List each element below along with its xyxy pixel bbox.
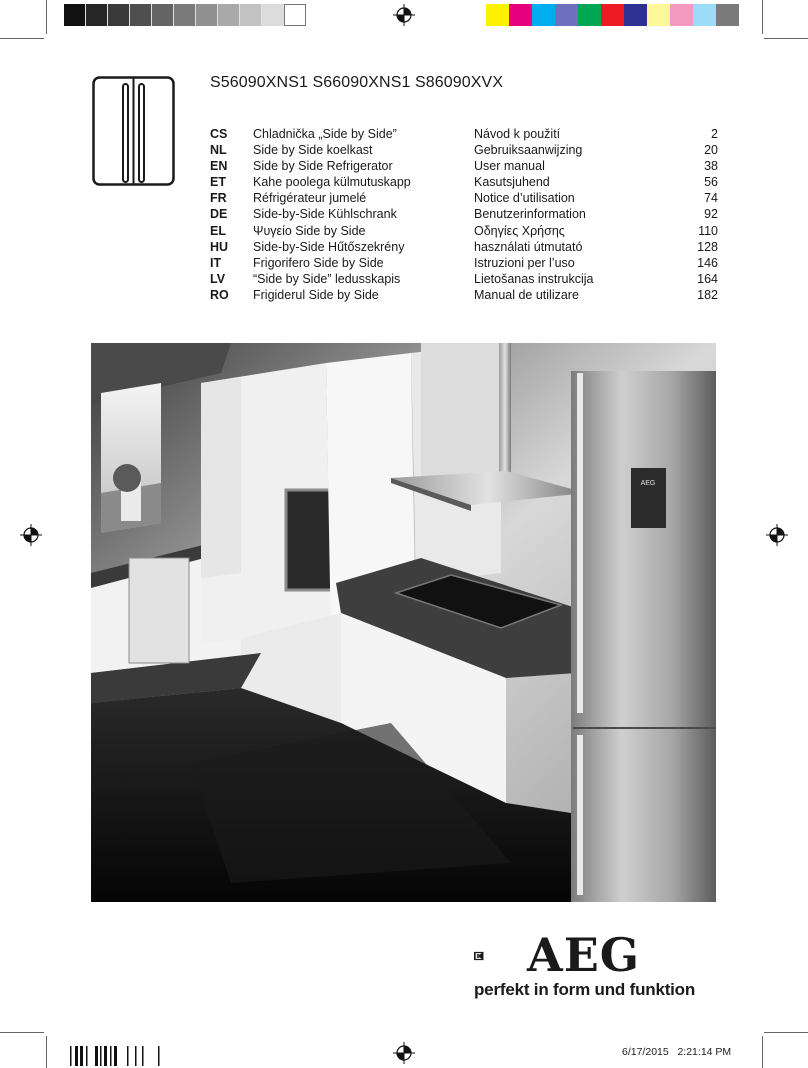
- language-row: [210, 206, 718, 222]
- language-code: EL: [210, 223, 226, 238]
- language-row: [210, 158, 718, 174]
- manual-title: Gebruiksaanwijzing: [474, 143, 583, 158]
- color-swatch: [555, 4, 578, 26]
- color-swatch: [670, 4, 693, 26]
- crop-mark: [0, 38, 44, 39]
- language-row: [210, 239, 718, 255]
- language-table: [210, 126, 718, 303]
- gray-swatch: [130, 4, 152, 26]
- page-number: 182: [697, 287, 718, 302]
- manual-title: Kasutsjuhend: [474, 175, 550, 190]
- color-swatch: [486, 4, 509, 26]
- page-number: 20: [704, 143, 718, 158]
- color-swatch: [509, 4, 532, 26]
- language-row: [210, 126, 718, 142]
- page-number: 146: [697, 255, 718, 270]
- gray-swatch: [240, 4, 262, 26]
- color-swatch: [601, 4, 624, 26]
- model-numbers: S56090XNS1 S66090XNS1 S86090XVX: [210, 74, 504, 91]
- manual-title: Οδηγίες Χρήσης: [474, 223, 565, 238]
- language-code: RO: [210, 287, 229, 302]
- product-name: Side-by-Side Hűtőszekrény: [253, 239, 405, 254]
- page-number: 110: [698, 223, 718, 238]
- gray-swatch: [64, 4, 86, 26]
- crop-mark: [46, 1036, 47, 1068]
- page-number: 128: [697, 239, 718, 254]
- manual-title: Manual de utilizare: [474, 287, 579, 302]
- gray-swatch: [152, 4, 174, 26]
- language-code: IT: [210, 255, 222, 270]
- product-name: Side by Side koelkast: [253, 143, 373, 158]
- brand-logo-text: AEG: [527, 928, 641, 982]
- print-timestamp: 6/17/2015 2:21:14 PM: [622, 1046, 732, 1058]
- color-swatch: [532, 4, 555, 26]
- registration-mark-icon: [393, 4, 415, 26]
- manual-title: Benutzerinformation: [474, 207, 586, 222]
- gray-swatch: [108, 4, 130, 26]
- color-swatch: [716, 4, 739, 26]
- language-code: LV: [210, 271, 226, 286]
- kitchen-photo: [91, 343, 716, 902]
- page-number: 38: [704, 159, 718, 174]
- product-name: Kahe poolega külmutuskapp: [253, 175, 411, 190]
- language-code: HU: [210, 239, 229, 254]
- language-code: FR: [210, 191, 227, 206]
- language-code: EN: [210, 159, 228, 174]
- crop-mark: [764, 38, 808, 39]
- registration-mark-icon: [393, 1042, 415, 1064]
- language-code: DE: [210, 207, 228, 222]
- product-name: Frigorifero Side by Side: [253, 255, 384, 270]
- brand-tagline: perfekt in form und funktion: [474, 980, 696, 999]
- product-name: Réfrigérateur jumelé: [253, 191, 367, 206]
- manual-title: Notice d’utilisation: [474, 191, 575, 206]
- language-row: [210, 287, 718, 303]
- manual-title: User manual: [474, 159, 545, 174]
- crop-mark: [764, 1032, 808, 1033]
- language-row: [210, 142, 718, 158]
- language-row: [210, 223, 718, 239]
- gray-swatch: [262, 4, 284, 26]
- page-number: 74: [704, 191, 718, 206]
- language-row: [210, 255, 718, 271]
- electrolux-symbol-icon: [474, 936, 524, 976]
- manual-title: használati útmutató: [474, 239, 583, 254]
- gray-swatch: [86, 4, 108, 26]
- crop-mark: [46, 0, 47, 34]
- page-number: 2: [711, 127, 718, 141]
- gray-swatch: [218, 4, 240, 26]
- crop-mark: [762, 0, 763, 34]
- color-swatch: [578, 4, 601, 26]
- language-row: [210, 190, 718, 206]
- product-name: Chladnička „Side by Side”: [253, 127, 397, 141]
- language-code: CS: [210, 127, 228, 141]
- registration-mark-icon: [766, 524, 788, 546]
- crop-mark: [0, 1032, 44, 1033]
- barcode: [70, 1046, 170, 1066]
- color-swatch: [624, 4, 647, 26]
- manual-title: Návod k použití: [474, 127, 561, 141]
- fridge-brand-badge: AEG: [640, 480, 656, 487]
- product-name: Side-by-Side Kühlschrank: [253, 207, 397, 222]
- language-code: NL: [210, 143, 227, 158]
- manual-title: Istruzioni per l’uso: [474, 255, 575, 270]
- color-calibration-bar: [486, 4, 739, 26]
- color-swatch: [647, 4, 670, 26]
- side-by-side-fridge-icon: [92, 76, 175, 186]
- language-code: ET: [210, 175, 226, 190]
- language-row: [210, 174, 718, 190]
- page-number: 56: [704, 175, 718, 190]
- grayscale-calibration-bar: [64, 4, 306, 26]
- product-name: “Side by Side” ledusskapis: [253, 271, 401, 286]
- product-name: Side by Side Refrigerator: [253, 159, 393, 174]
- gray-swatch: [284, 4, 306, 26]
- crop-mark: [762, 1036, 763, 1068]
- product-name: Frigiderul Side by Side: [253, 287, 379, 302]
- page-number: 164: [697, 271, 718, 286]
- color-swatch: [693, 4, 716, 26]
- language-row: [210, 271, 718, 287]
- page-number: 92: [704, 207, 718, 222]
- manual-title: Lietošanas instrukcija: [474, 271, 594, 286]
- product-name: Ψυγείο Side by Side: [253, 223, 366, 238]
- gray-swatch: [174, 4, 196, 26]
- registration-mark-icon: [20, 524, 42, 546]
- gray-swatch: [196, 4, 218, 26]
